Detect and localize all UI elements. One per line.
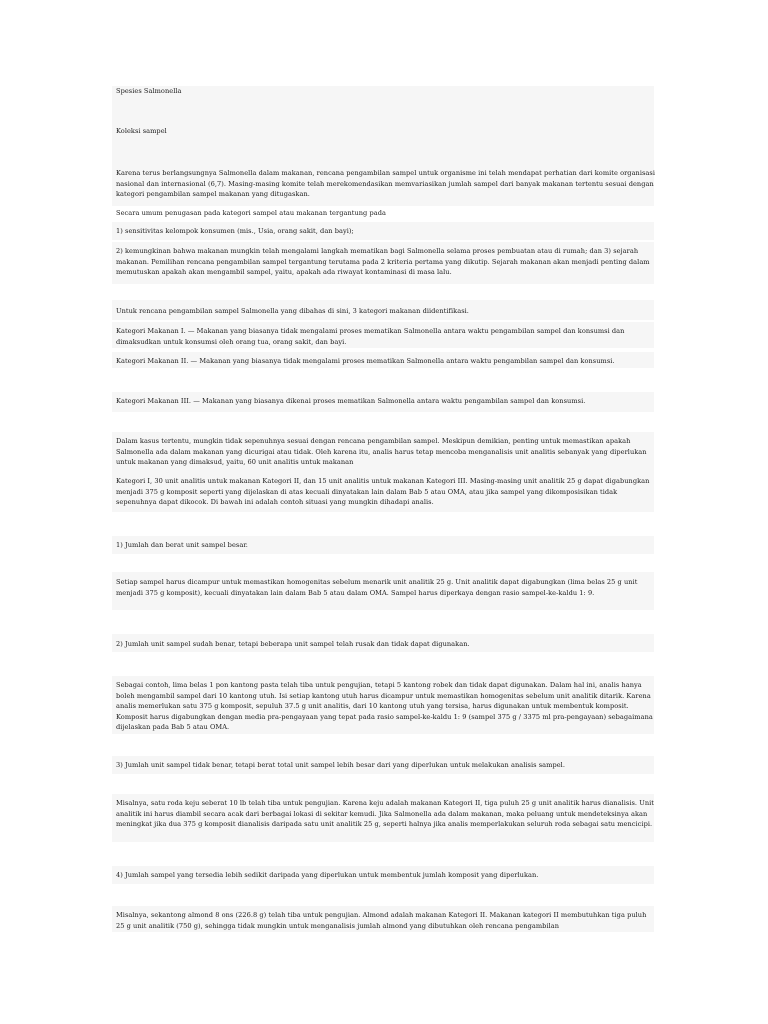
case-2-title: 2) Jumlah unit sampel sudah benar, tetapi beberapa unit sampel telah rusak dan tidak dapat digunakan. <box>116 640 470 648</box>
paragraph-criteria-lead: Secara umum penugasan pada kategori sampel atau makanan tergantung pada <box>116 209 386 217</box>
case-3-title: 3) Jumlah unit sampel tidak benar, tetapi berat total unit sampel lebih besar dari yang diperlukan untuk melakukan analisis sampel. <box>116 761 565 769</box>
paragraph-circumstances: Dalam kasus tertentu, mungkin tidak sepenuhnya sesuai dengan rencana pengambilan sampel. Meskipun demikian, penting untuk memastikan apakah Salmonella ada dalam makanan yang dicurigai atau tidak. Oleh karena itu, analis harus tetap mencoba menganalisis unit analitis sebanyak yang diperlukan untuk makanan yang dimaksud, yaitu, 60 unit analitis untuk makanan <box>116 437 647 467</box>
section-heading: Koleksi sampel <box>116 127 167 135</box>
food-category-2: Kategori Makanan II. — Makanan yang biasanya tidak mengalami proses mematikan Salmonella antara waktu pengambilan sampel dan konsumsi. <box>116 357 615 365</box>
case-1-title: 1) Jumlah dan berat unit sampel besar. <box>116 541 248 549</box>
case-4-title: 4) Jumlah sampel yang tersedia lebih sedikit daripada yang diperlukan untuk membentuk jumlah komposit yang diperlukan. <box>116 871 539 879</box>
case-1-body: Setiap sampel harus dicampur untuk memastikan homogenitas sebelum menarik unit analitik 25 g. Unit analitik dapat digabungkan (lima belas 25 g unit menjadi 375 g komposit), kecuali dinyatakan lain dalam Bab 5 atau dalam OMA. Sampel harus diperkaya dengan rasio sampel-ke-kaldu 1: 9. <box>116 578 638 597</box>
paragraph-intro: Karena terus berlangsungnya Salmonella dalam makanan, rencana pengambilan sampel untuk organisme ini telah mendapat perhatian dari komite organisasi nasional dan internasional (6,7). Masing-masing komite telah merekomendasikan memvariasikan jumlah sampel dari banyak makanan tertentu sesuai dengan kategori pengambilan sampel makanan yang ditugaskan. <box>116 169 656 199</box>
list-item-criteria-1: 1) sensitivitas kelompok konsumen (mis., Usia, orang sakit, dan bayi); <box>116 227 354 235</box>
document-title: Spesies Salmonella <box>116 87 182 95</box>
paragraph-units: Kategori I, 30 unit analitis untuk makanan Kategori II, dan 15 unit analitis untuk makanan Kategori III. Masing-masing unit analitik 25 g dapat digabungkan menjadi 375 g komposit seperti yang dijelaskan di atas kecuali dinyatakan lain dalam Bab 5 atau OMA, atau jika sampel yang dikomposisikan tidak sepenuhnya dapat dikocok. Di bawah ini adalah contoh situasi yang mungkin dihadapi analis. <box>116 477 650 507</box>
food-category-1: Kategori Makanan I. — Makanan yang biasanya tidak mengalami proses mematikan Salmonella antara waktu pengambilan sampel dan konsumsi dan dimaksudkan untuk konsumsi oleh orang tua, orang sakit, dan bayi. <box>116 327 625 346</box>
case-2-body: Sebagai contoh, lima belas 1 pon kantong pasta telah tiba untuk pengujian, tetapi 5 kantong robek dan tidak dapat digunakan. Dalam hal ini, analis hanya boleh mengambil sampel dari 10 kantong utuh. Isi setiap kantong utuh harus dicampur untuk memastikan homogenitas sebelum unit analitik ditarik. Karena analis memerlukan satu 375 g komposit, sepuluh 37.5 g unit analitis, dari 10 kantong utuh yang tersisa, harus digunakan untuk membentuk komposit. Komposit harus digabungkan dengan media pra-pengayaan yang tepat pada rasio sampel-ke-kaldu 1: 9 (sampel 375 g / 3375 ml pra-pengayaan) sebagaimana dijelaskan pada Bab 5 atau OMA. <box>116 681 653 732</box>
paragraph-categories-lead: Untuk rencana pengambilan sampel Salmonella yang dibahas di sini, 3 kategori makanan diidentifikasi. <box>116 307 469 315</box>
food-category-3: Kategori Makanan III. — Makanan yang biasanya dikenai proses mematikan Salmonella antara waktu pengambilan sampel dan konsumsi. <box>116 397 586 405</box>
case-3-body: Misalnya, satu roda keju seberat 10 lb telah tiba untuk pengujian. Karena keju adalah makanan Kategori II, tiga puluh 25 g unit analitik harus dianalisis. Unit analitik ini harus diambil secara acak dari berbagai lokasi di sekitar kemudi. Jika Salmonella ada dalam makanan, maka peluang untuk mendeteksinya akan meningkat jika dua 375 g komposit dianalisis daripada satu unit analitik 25 g, seperti halnya jika analis memperlakukan seluruh roda sebagai satu mencicipi. <box>116 799 654 829</box>
case-4-body: Misalnya, sekantong almond 8 ons (226.8 g) telah tiba untuk pengujian. Almond adalah makanan Kategori II. Makanan kategori II membutuhkan tiga puluh 25 g unit analitik (750 g), sehingga tidak mungkin untuk menganalisis jumlah almond yang dibutuhkan oleh rencana pengambilan <box>116 911 647 930</box>
list-item-criteria-2: 2) kemungkinan bahwa makanan mungkin telah mengalami langkah mematikan bagi Salmonella selama proses pembuatan atau di rumah; dan 3) sejarah makanan. Pemilihan rencana pengambilan sampel tergantung terutama pada 2 kriteria pertama yang dikutip. Sejarah makanan akan menjadi penting dalam memutuskan apakah akan mengambil sampel, yaitu, apakah ada riwayat kontaminasi di masa lalu. <box>116 247 650 277</box>
